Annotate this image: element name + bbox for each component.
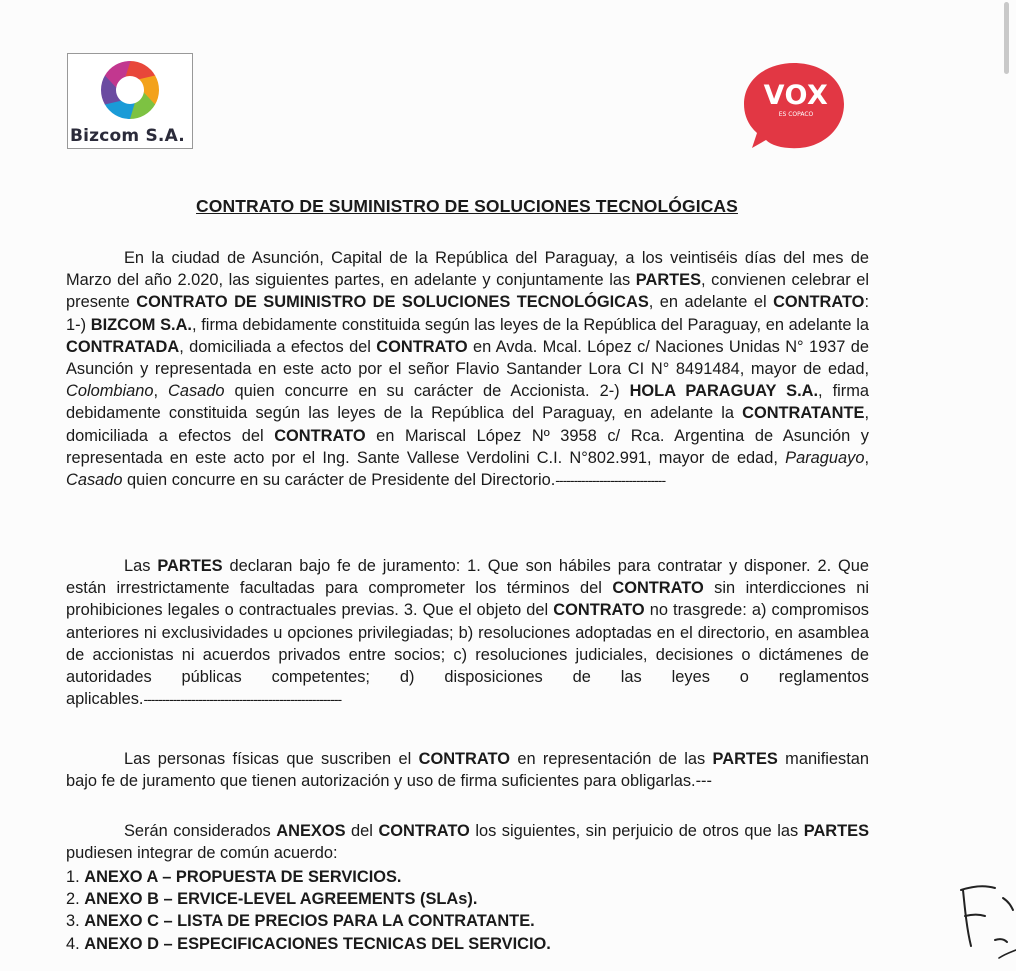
dash-filler: ------------------------------ bbox=[555, 472, 666, 489]
text-run: manifiestan bajo fe de juramento que tienen autorización y uso de firma suficientes para obligarlas.--- bbox=[66, 750, 869, 791]
annex-number: 3. bbox=[66, 912, 80, 931]
text-run: en representación de las bbox=[509, 750, 713, 768]
bold-term: CONTRATANTE bbox=[742, 404, 865, 423]
italic-term: Paraguayo bbox=[785, 448, 865, 467]
bizcom-name: Bizcom S.A. bbox=[70, 126, 185, 146]
annex-title: ANEXO A – PROPUESTA DE SERVICIOS. bbox=[84, 868, 402, 886]
text-run: , domiciliada a efectos del bbox=[66, 404, 869, 445]
text-run: , firma debidamente constituida según las leyes de la República del Paraguay, en adelante la bbox=[66, 382, 870, 423]
bold-term: CONTRATADA bbox=[66, 337, 180, 356]
text-run: no trasgrede: a) compromisos anteriores ni exclusividades u opciones privilegiadas; b) resoluciones adoptadas en el directorio, en asamblea de accionistas ni acuerdos privados entre socios; c) resoluciones judiciales, decisiones o dictámenes de autoridades públicas competentes; d) disposiciones de las leyes o reglamentos aplicables. bbox=[66, 601, 870, 709]
text-run: Las bbox=[124, 557, 158, 575]
text-run: en Avda. Mcal. López c/ Naciones Unidas N° 1937 de Asunción y representada en este acto por el señor Flavio Santander Lora CI N° 8491484, mayor de edad, bbox=[66, 337, 869, 379]
annex-number: 4. bbox=[66, 934, 80, 953]
text-run: quien concurre en su carácter de Presidente del Directorio. bbox=[122, 471, 556, 490]
bold-term: PARTES bbox=[803, 822, 870, 840]
text-run: sin interdicciones ni prohibiciones legales o contractuales previas. 3. Que el objeto del bbox=[66, 579, 870, 620]
annex-number: 2. bbox=[66, 890, 80, 909]
bold-term: CONTRATO bbox=[376, 337, 468, 356]
bold-term: CONTRATO bbox=[378, 822, 470, 840]
bold-term: CONTRATO bbox=[612, 579, 704, 598]
list-item bbox=[66, 933, 869, 955]
text-run: En la ciudad de Asunción, Capital de la República del Paraguay, a los veintiséis días del mes de Marzo del año 2.020, las siguientes partes, en adelante y conjuntamente las bbox=[66, 249, 869, 290]
paragraph-annexes-intro bbox=[66, 820, 869, 864]
bold-term: ANEXOS bbox=[276, 822, 346, 840]
bold-term: CONTRATO bbox=[553, 601, 645, 620]
text-run: en Mariscal López Nº 3958 c/ Rca. Argentina de Asunción y representada en este acto por el Ing. Sante Vallese Verdolini C.I. N°802.991, mayor de edad, bbox=[66, 426, 869, 467]
bold-term: PARTES bbox=[712, 750, 778, 768]
text-run: Serán considerados bbox=[124, 822, 277, 840]
text-run: : 1-) bbox=[66, 293, 869, 334]
bold-term: CONTRATO bbox=[773, 293, 865, 312]
annex-title: ANEXO D – ESPECIFICACIONES TECNICAS DEL SERVICIO. bbox=[84, 934, 551, 953]
annex-title: ANEXO B – ERVICE-LEVEL AGREEMENTS (SLAs). bbox=[84, 890, 478, 909]
annex-list bbox=[66, 866, 869, 955]
paragraph-declarations bbox=[66, 555, 869, 710]
text-run: , bbox=[864, 448, 869, 467]
list-item bbox=[66, 866, 869, 888]
contract-title: CONTRATO DE SUMINISTRO DE SOLUCIONES TECNOLÓGICAS bbox=[196, 196, 738, 216]
text-run: , en adelante el bbox=[648, 293, 774, 312]
aperture-icon bbox=[99, 59, 161, 121]
bold-term: BIZCOM S.A. bbox=[90, 315, 192, 334]
text-run: declaran bajo fe de juramento: 1. Que son hábiles para contratar y disponer. 2. Que están irrestrictamente facultadas para comprometer los términos del bbox=[66, 557, 870, 598]
bold-term: PARTES bbox=[157, 557, 223, 575]
bizcom-logo bbox=[67, 53, 193, 149]
bold-term: CONTRATO bbox=[274, 426, 366, 445]
bold-term: CONTRATO bbox=[418, 750, 510, 768]
text-run: los siguientes, sin perjuicio de otros que las bbox=[469, 822, 804, 840]
vertical-scrollbar[interactable] bbox=[1004, 2, 1009, 74]
paragraph-signatories bbox=[66, 748, 869, 792]
paragraph-parties bbox=[66, 247, 869, 491]
italic-term: Casado bbox=[168, 382, 225, 401]
bold-term: PARTES bbox=[635, 271, 702, 290]
bold-term: CONTRATO DE SUMINISTRO DE SOLUCIONES TECNOLÓGICAS bbox=[136, 293, 649, 312]
vox-brand-text: VOX bbox=[763, 80, 829, 111]
handwritten-mark bbox=[955, 880, 1016, 971]
text-run: , convienen celebrar el presente bbox=[66, 271, 869, 312]
text-run: , firma debidamente constituida según las leyes de la República del Paraguay, en adelante la bbox=[191, 315, 870, 334]
vox-logo bbox=[742, 60, 846, 152]
text-run: del bbox=[345, 822, 379, 840]
text-run: pudiesen integrar de común acuerdo: bbox=[66, 844, 338, 863]
italic-term: Casado bbox=[66, 471, 123, 490]
annex-number: 1. bbox=[66, 868, 80, 886]
text-run: , domiciliada a efectos del bbox=[179, 337, 377, 356]
text-run: Las personas físicas que suscriben el bbox=[124, 750, 419, 768]
list-item bbox=[66, 888, 869, 910]
list-item bbox=[66, 910, 869, 932]
italic-term: Colombiano bbox=[66, 382, 154, 401]
bold-term: HOLA PARAGUAY S.A. bbox=[629, 382, 819, 401]
annex-title: ANEXO C – LISTA DE PRECIOS PARA LA CONTRATANTE. bbox=[84, 912, 535, 931]
dash-filler: ------------------------------------------------------ bbox=[143, 691, 342, 708]
text-run: quien concurre en su carácter de Accionista. 2-) bbox=[224, 382, 630, 401]
vox-tagline: ES COPACO bbox=[778, 111, 814, 118]
text-run: , bbox=[153, 382, 169, 401]
